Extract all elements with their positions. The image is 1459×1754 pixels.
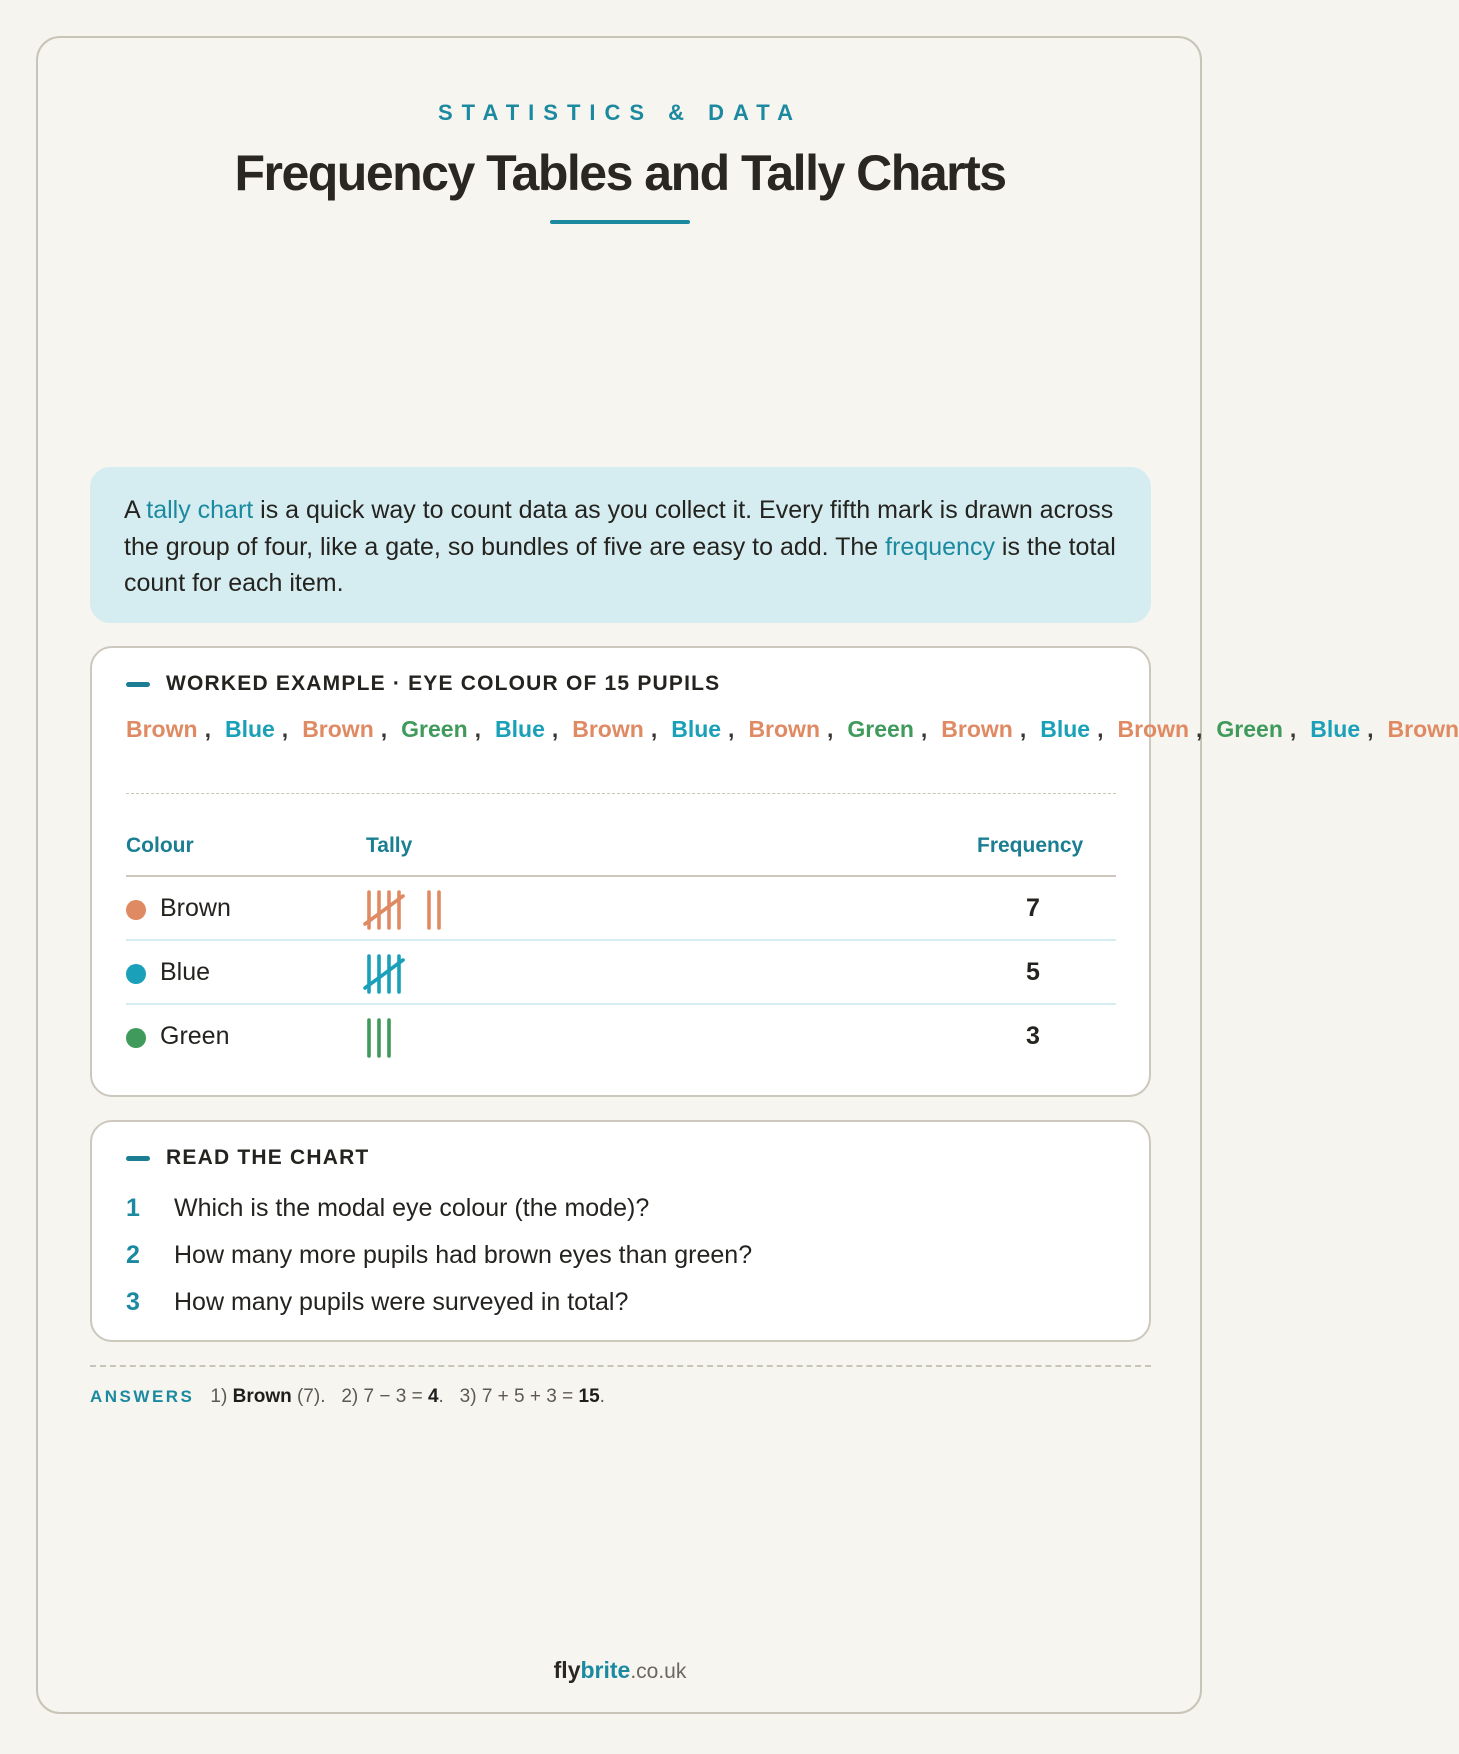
table-row <box>126 941 1116 1005</box>
colour-dot-brown <box>126 900 146 920</box>
worked-example-heading <box>126 672 720 696</box>
raw-data-list <box>126 714 1459 745</box>
term-frequency: frequency <box>885 532 995 561</box>
data-item-blue: Blue <box>1310 716 1361 742</box>
tally-marks-brown <box>366 889 566 931</box>
section-eyebrow: STATISTICS & DATA <box>437 100 803 125</box>
question-text: Which is the modal eye colour (the mode)? <box>174 1194 650 1222</box>
answer-2-value: 4 <box>427 1386 439 1407</box>
answer-3-prefix: 3) 7 + 5 + 3 = <box>459 1386 579 1407</box>
data-item-blue: Blue <box>495 716 545 742</box>
data-separator: , <box>474 716 482 742</box>
tally-marks-green <box>366 1017 566 1059</box>
worked-example-card <box>90 646 1459 1097</box>
intro-text-1: A <box>124 496 147 524</box>
question-text: How many more pupils had brown eyes than green? <box>174 1241 753 1269</box>
colour-dot-green <box>126 1028 146 1048</box>
answers-label: ANSWERS <box>90 1387 195 1406</box>
data-item-brown: Brown <box>126 716 198 742</box>
data-separator: , <box>1367 716 1374 742</box>
answer-2-suffix: . <box>438 1386 444 1407</box>
term-tally-chart: tally chart <box>146 496 254 524</box>
row-frequency: 5 <box>1026 958 1040 986</box>
question-item <box>126 1241 752 1270</box>
data-separator: , <box>1289 716 1297 742</box>
heading-dash-icon <box>126 1156 150 1161</box>
answer-1-value: Brown <box>232 1386 292 1407</box>
footer-brand <box>0 1657 1240 1684</box>
data-item-blue: Blue <box>1040 716 1091 742</box>
data-separator: , <box>728 716 735 742</box>
answer-3-suffix: . <box>599 1386 605 1407</box>
data-item-green: Green <box>401 716 468 742</box>
data-separator: , <box>1196 716 1203 742</box>
data-item-brown: Brown <box>941 716 1013 742</box>
question-number: 2 <box>126 1241 140 1269</box>
row-colour-label: Blue <box>160 958 211 986</box>
read-the-chart-heading <box>126 1146 369 1170</box>
intro-callout <box>90 467 1151 623</box>
data-separator: , <box>1019 716 1027 742</box>
data-item-blue: Blue <box>224 716 275 742</box>
data-item-blue: Blue <box>671 716 722 742</box>
data-separator: , <box>204 716 211 742</box>
row-colour-label: Brown <box>160 894 231 922</box>
intro-text-2: is a quick way to count data as you collect it. Every fifth mark is drawn across the group of four, like a gate, so bundles of five are easy to add. The <box>124 496 1114 561</box>
data-separator: , <box>380 716 388 742</box>
read-the-chart-heading-text: READ THE CHART <box>166 1146 370 1169</box>
question-number: 3 <box>126 1288 140 1316</box>
title-underline <box>550 220 690 224</box>
data-separator: , <box>920 716 928 742</box>
answer-1-suffix: (7). <box>291 1386 326 1407</box>
data-item-brown: Brown <box>1387 716 1459 742</box>
table-row <box>126 1005 1116 1069</box>
tally-marks-blue <box>366 953 566 995</box>
data-item-green: Green <box>847 716 914 742</box>
read-the-chart-card <box>90 1120 1151 1342</box>
question-item <box>126 1194 649 1223</box>
data-separator: , <box>281 716 289 742</box>
row-frequency: 3 <box>1026 1022 1040 1050</box>
data-item-brown: Brown <box>302 716 374 742</box>
data-item-brown: Brown <box>1117 716 1190 742</box>
answers-line <box>90 1386 605 1408</box>
data-separator: , <box>827 716 834 742</box>
heading-dash-icon <box>126 682 150 687</box>
page-title: Frequency Tables and Tally Charts <box>234 145 1006 201</box>
column-header-tally: Tally <box>366 834 413 857</box>
brand-brite: brite <box>580 1657 631 1683</box>
question-item <box>126 1288 628 1317</box>
dashed-divider <box>126 793 1116 794</box>
data-item-brown: Brown <box>748 716 820 742</box>
column-header-frequency: Frequency <box>977 834 1084 857</box>
brand-domain: .co.uk <box>630 1660 687 1683</box>
question-number: 1 <box>126 1194 140 1222</box>
data-separator: , <box>1097 716 1104 742</box>
question-text: How many pupils were surveyed in total? <box>174 1288 629 1316</box>
answer-1-prefix: 1) <box>210 1386 233 1407</box>
intro-text-3: is the total count for each item. <box>124 532 1116 597</box>
brand-fly: fly <box>553 1657 581 1683</box>
data-item-green: Green <box>1216 716 1283 742</box>
answer-2-prefix: 2) 7 − 3 = <box>341 1386 428 1407</box>
column-header-colour: Colour <box>126 834 194 857</box>
data-separator: , <box>551 716 559 742</box>
worked-example-heading-text: WORKED EXAMPLE · EYE COLOUR OF 15 PUPILS <box>166 672 721 695</box>
row-colour-label: Green <box>160 1022 230 1050</box>
answer-3-value: 15 <box>578 1386 600 1407</box>
table-row <box>126 877 1116 941</box>
answers-divider <box>90 1365 1151 1367</box>
row-frequency: 7 <box>1026 894 1040 922</box>
data-item-brown: Brown <box>572 716 644 742</box>
data-separator: , <box>650 716 658 742</box>
colour-dot-blue <box>126 964 146 984</box>
